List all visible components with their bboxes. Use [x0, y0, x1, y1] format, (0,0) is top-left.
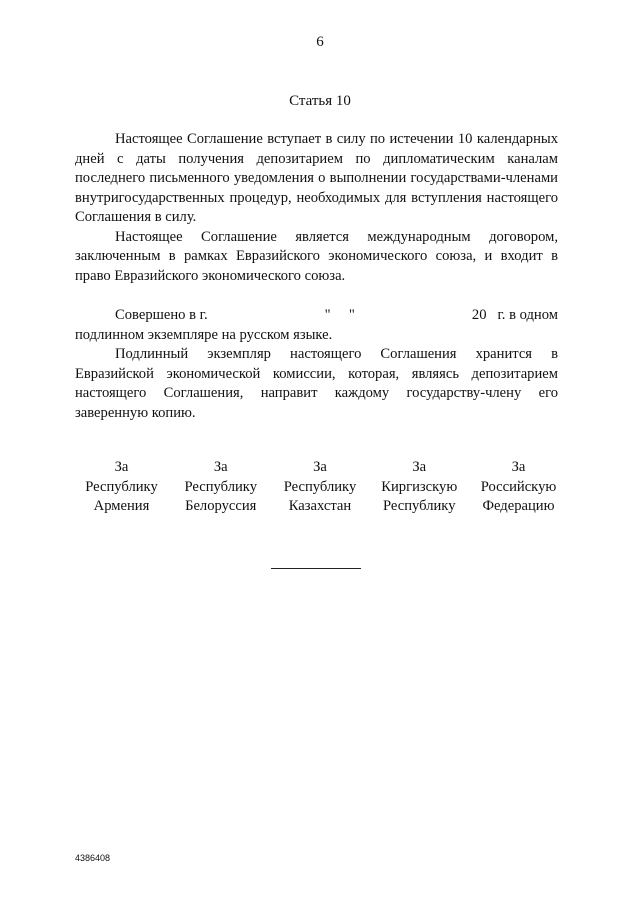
depositary-paragraph: Подлинный экземпляр настоящего Соглашения хранится в Евразийской экономической комиссии, которая, являясь депозитарием настоящего Соглашения, направит каждому государству-члену его заверенную копию. [75, 346, 558, 421]
signature-line-for: За [511, 459, 526, 475]
signature-line-for: За [213, 459, 228, 475]
signature-line-state-name: Федерацию [482, 498, 555, 514]
done-at-quotes: " " [324, 307, 355, 323]
page-number: 6 [316, 34, 324, 50]
closing-section [75, 306, 558, 423]
signature-block [72, 458, 568, 517]
signature-russia [469, 458, 568, 517]
legal-status-paragraph: Настоящее Соглашение является международным договором, заключенным в рамках Евразийского экономического союза, и входит в право Евразийского экономического союза. [75, 228, 558, 284]
entry-into-force-paragraph: Настоящее Соглашение вступает в силу по истечении 10 календарных дней с даты получения депозитарием по дипломатическим каналам последнего письменного уведомления о выполнении государствами-членами внутригосударственных процедур, необходимых для вступления настоящего Соглашения в силу. [75, 131, 558, 225]
signature-line-state-name: Казахстан [288, 498, 352, 514]
done-at-place: Совершено в г. [115, 307, 208, 323]
signature-line-state-type: Республику [283, 478, 357, 495]
done-at-line [75, 306, 558, 326]
done-at-continuation: подлинном экземпляре на русском языке. [75, 326, 333, 343]
signature-line-state-type: Киргизскую [381, 478, 458, 495]
article-heading: Статья 10 [289, 93, 351, 109]
signature-line-state-type: Республику [184, 478, 257, 495]
end-of-document-rule [271, 568, 361, 569]
signature-line-state-name: Белоруссия [185, 498, 257, 514]
signature-belarus [171, 458, 270, 517]
document-code: 4386408 [75, 853, 111, 863]
signature-line-state-type: Республику [85, 478, 158, 495]
signature-line-state-name: Республику [383, 498, 456, 514]
signature-line-state-name: Армения [93, 498, 150, 514]
article-body [75, 130, 558, 286]
signature-line-state-type: Российскую [480, 478, 557, 495]
signature-kyrgyzstan [370, 458, 469, 517]
signature-line-for: За [114, 459, 129, 475]
signature-line-for: За [313, 459, 327, 475]
signature-armenia [72, 458, 171, 517]
signature-kazakhstan [271, 458, 370, 517]
signature-line-for: За [412, 459, 427, 475]
done-at-year: 20 г. в одном [471, 307, 558, 323]
